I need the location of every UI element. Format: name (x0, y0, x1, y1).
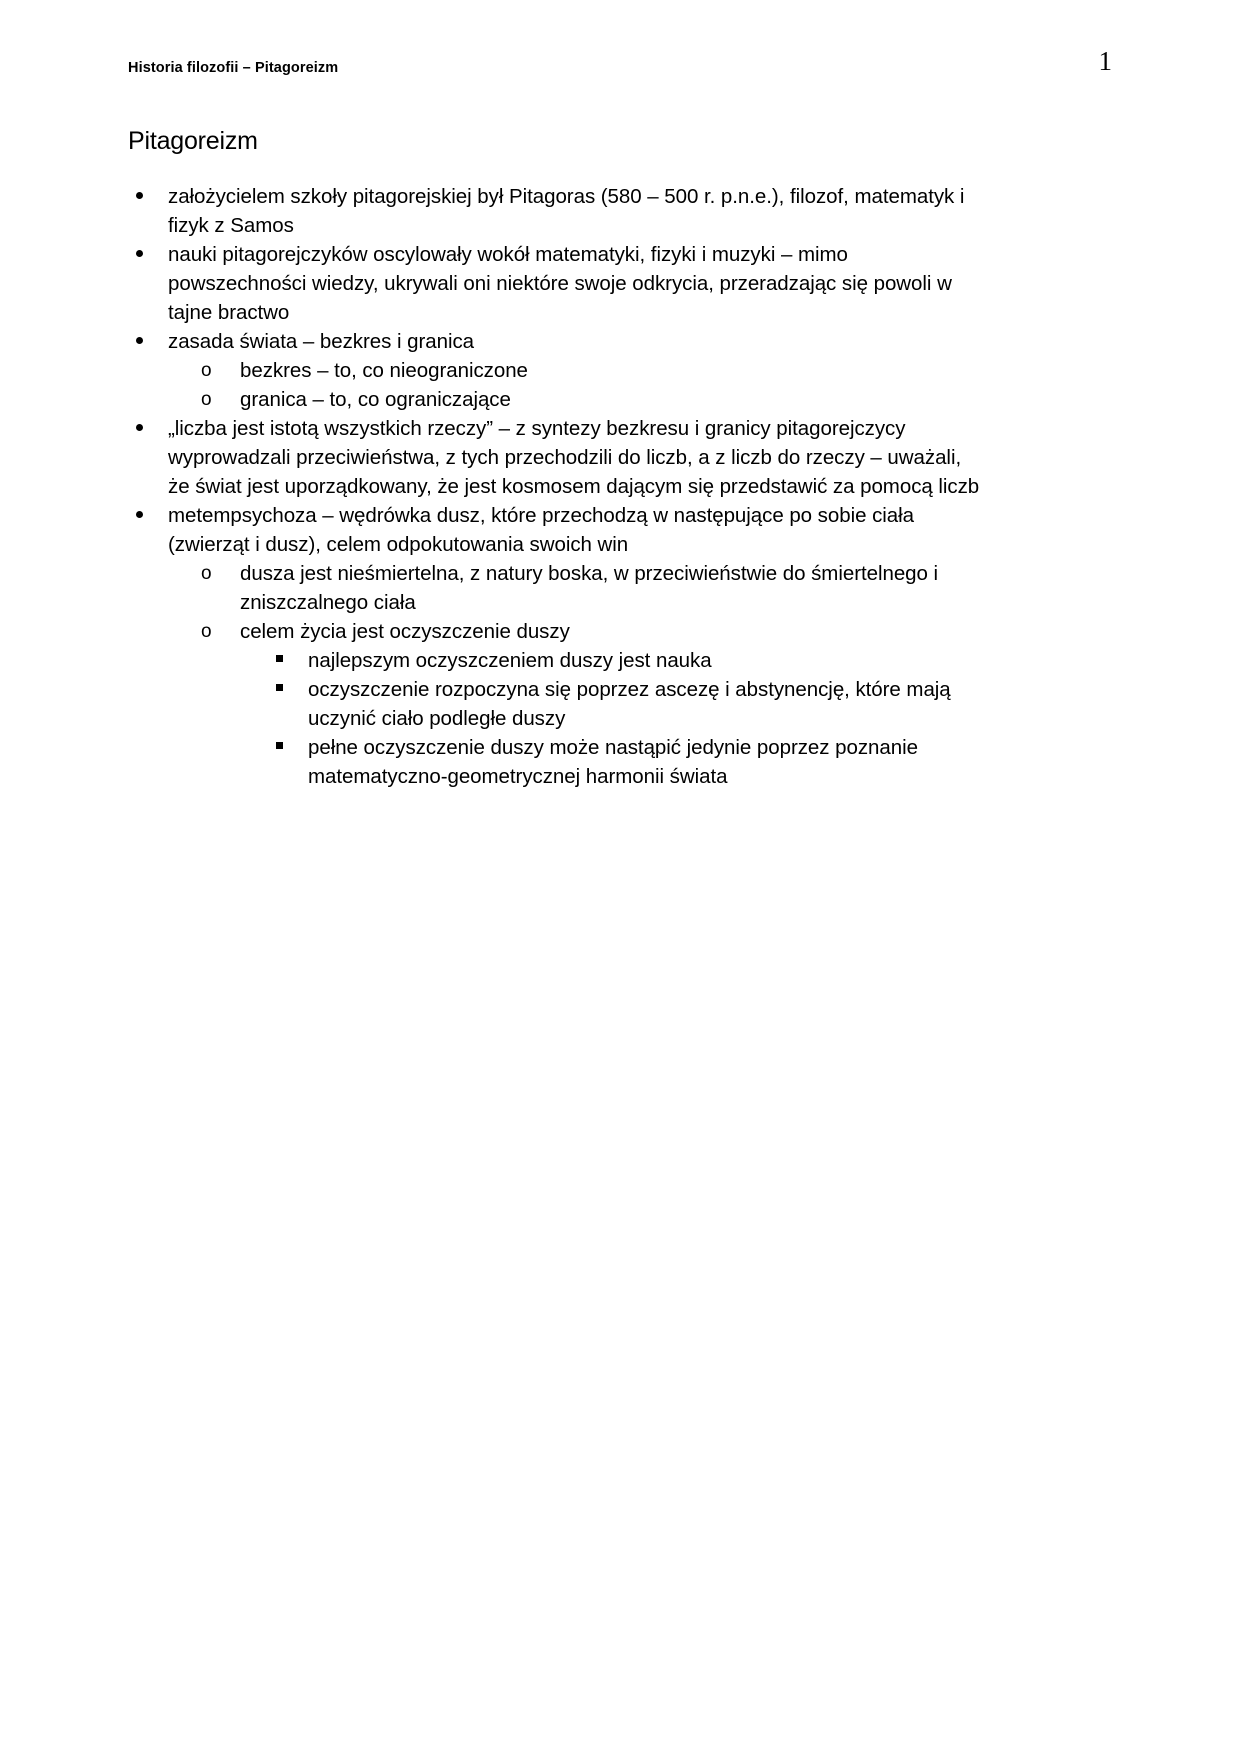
list-item (128, 617, 988, 791)
outline-sublist (128, 559, 988, 791)
list-item-text: granica – to, co ograniczające (240, 388, 511, 411)
list-item-text: dusza jest nieśmiertelna, z natury boska, w przeciwieństwie do śmiertelnego i zniszczalnego ciała (240, 562, 939, 614)
bullet-circle-icon: o (201, 389, 212, 410)
list-item (128, 414, 988, 501)
list-item-text: oczyszczenie rozpoczyna się poprzez ascezę i abstynencję, które mają uczynić ciało podległe duszy (308, 678, 951, 730)
bullet-dot-icon (136, 327, 160, 356)
bullet-dot-icon (136, 501, 160, 530)
list-item-text: pełne oczyszczenie duszy może nastąpić jedynie poprzez poznanie matematyczno-geometrycznej harmonii świata (308, 736, 918, 788)
bullet-circle-icon: o (201, 563, 212, 584)
bullet-circle-icon: o (201, 621, 212, 642)
list-item (128, 182, 988, 240)
list-item (128, 501, 988, 791)
header-running-title: Historia filozofii – Pitagoreizm (128, 60, 339, 76)
outline-list (128, 182, 988, 791)
list-item (128, 327, 988, 414)
bullet-square-icon (276, 675, 283, 704)
outline-subsublist (128, 646, 988, 791)
list-item-text: nauki pitagorejczyków oscylowały wokół matematyki, fizyki i muzyki – mimo powszechności wiedzy, ukrywali oni niektóre swoje odkrycia, przeradzając się powoli w tajne bractwo (168, 243, 952, 324)
page-title: Pitagoreizm (128, 127, 258, 155)
list-item-text: celem życia jest oczyszczenie duszy (240, 620, 570, 643)
list-item (128, 646, 988, 675)
bullet-square-icon (276, 733, 283, 762)
bullet-dot-icon (136, 182, 160, 211)
page-header (128, 46, 1112, 86)
list-item (128, 240, 988, 327)
list-item (128, 733, 988, 791)
list-item-text: metempsychoza – wędrówka dusz, które przechodzą w następujące po sobie ciała (zwierząt i dusz), celem odpokutowania swoich win (168, 504, 914, 556)
list-item-text: „liczba jest istotą wszystkich rzeczy” – z syntezy bezkresu i granicy pitagorejczycy wyprowadzali przeciwieństwa, z tych przechodzili do liczb, a z liczb do rzeczy – uważali, że świat jest uporządkowany, że jest kosmosem dającym się przedstawić za pomocą liczb (168, 417, 980, 498)
list-item (128, 675, 988, 733)
list-item (128, 356, 988, 385)
outline-sublist (128, 356, 988, 414)
list-item (128, 559, 988, 617)
bullet-dot-icon (136, 240, 160, 269)
list-item-text: najlepszym oczyszczeniem duszy jest nauka (308, 649, 712, 672)
page-number: 1 (1098, 46, 1112, 76)
list-item (128, 385, 988, 414)
list-item-text: zasada świata – bezkres i granica (168, 330, 475, 353)
bullet-dot-icon (136, 414, 160, 443)
bullet-circle-icon: o (201, 360, 212, 381)
list-item-text: bezkres – to, co nieograniczone (240, 359, 528, 382)
list-item-text: założycielem szkoły pitagorejskiej był Pitagoras (580 – 500 r. p.n.e.), filozof, matematyk i fizyk z Samos (168, 185, 965, 237)
document-body (128, 126, 988, 791)
bullet-square-icon (276, 646, 283, 675)
